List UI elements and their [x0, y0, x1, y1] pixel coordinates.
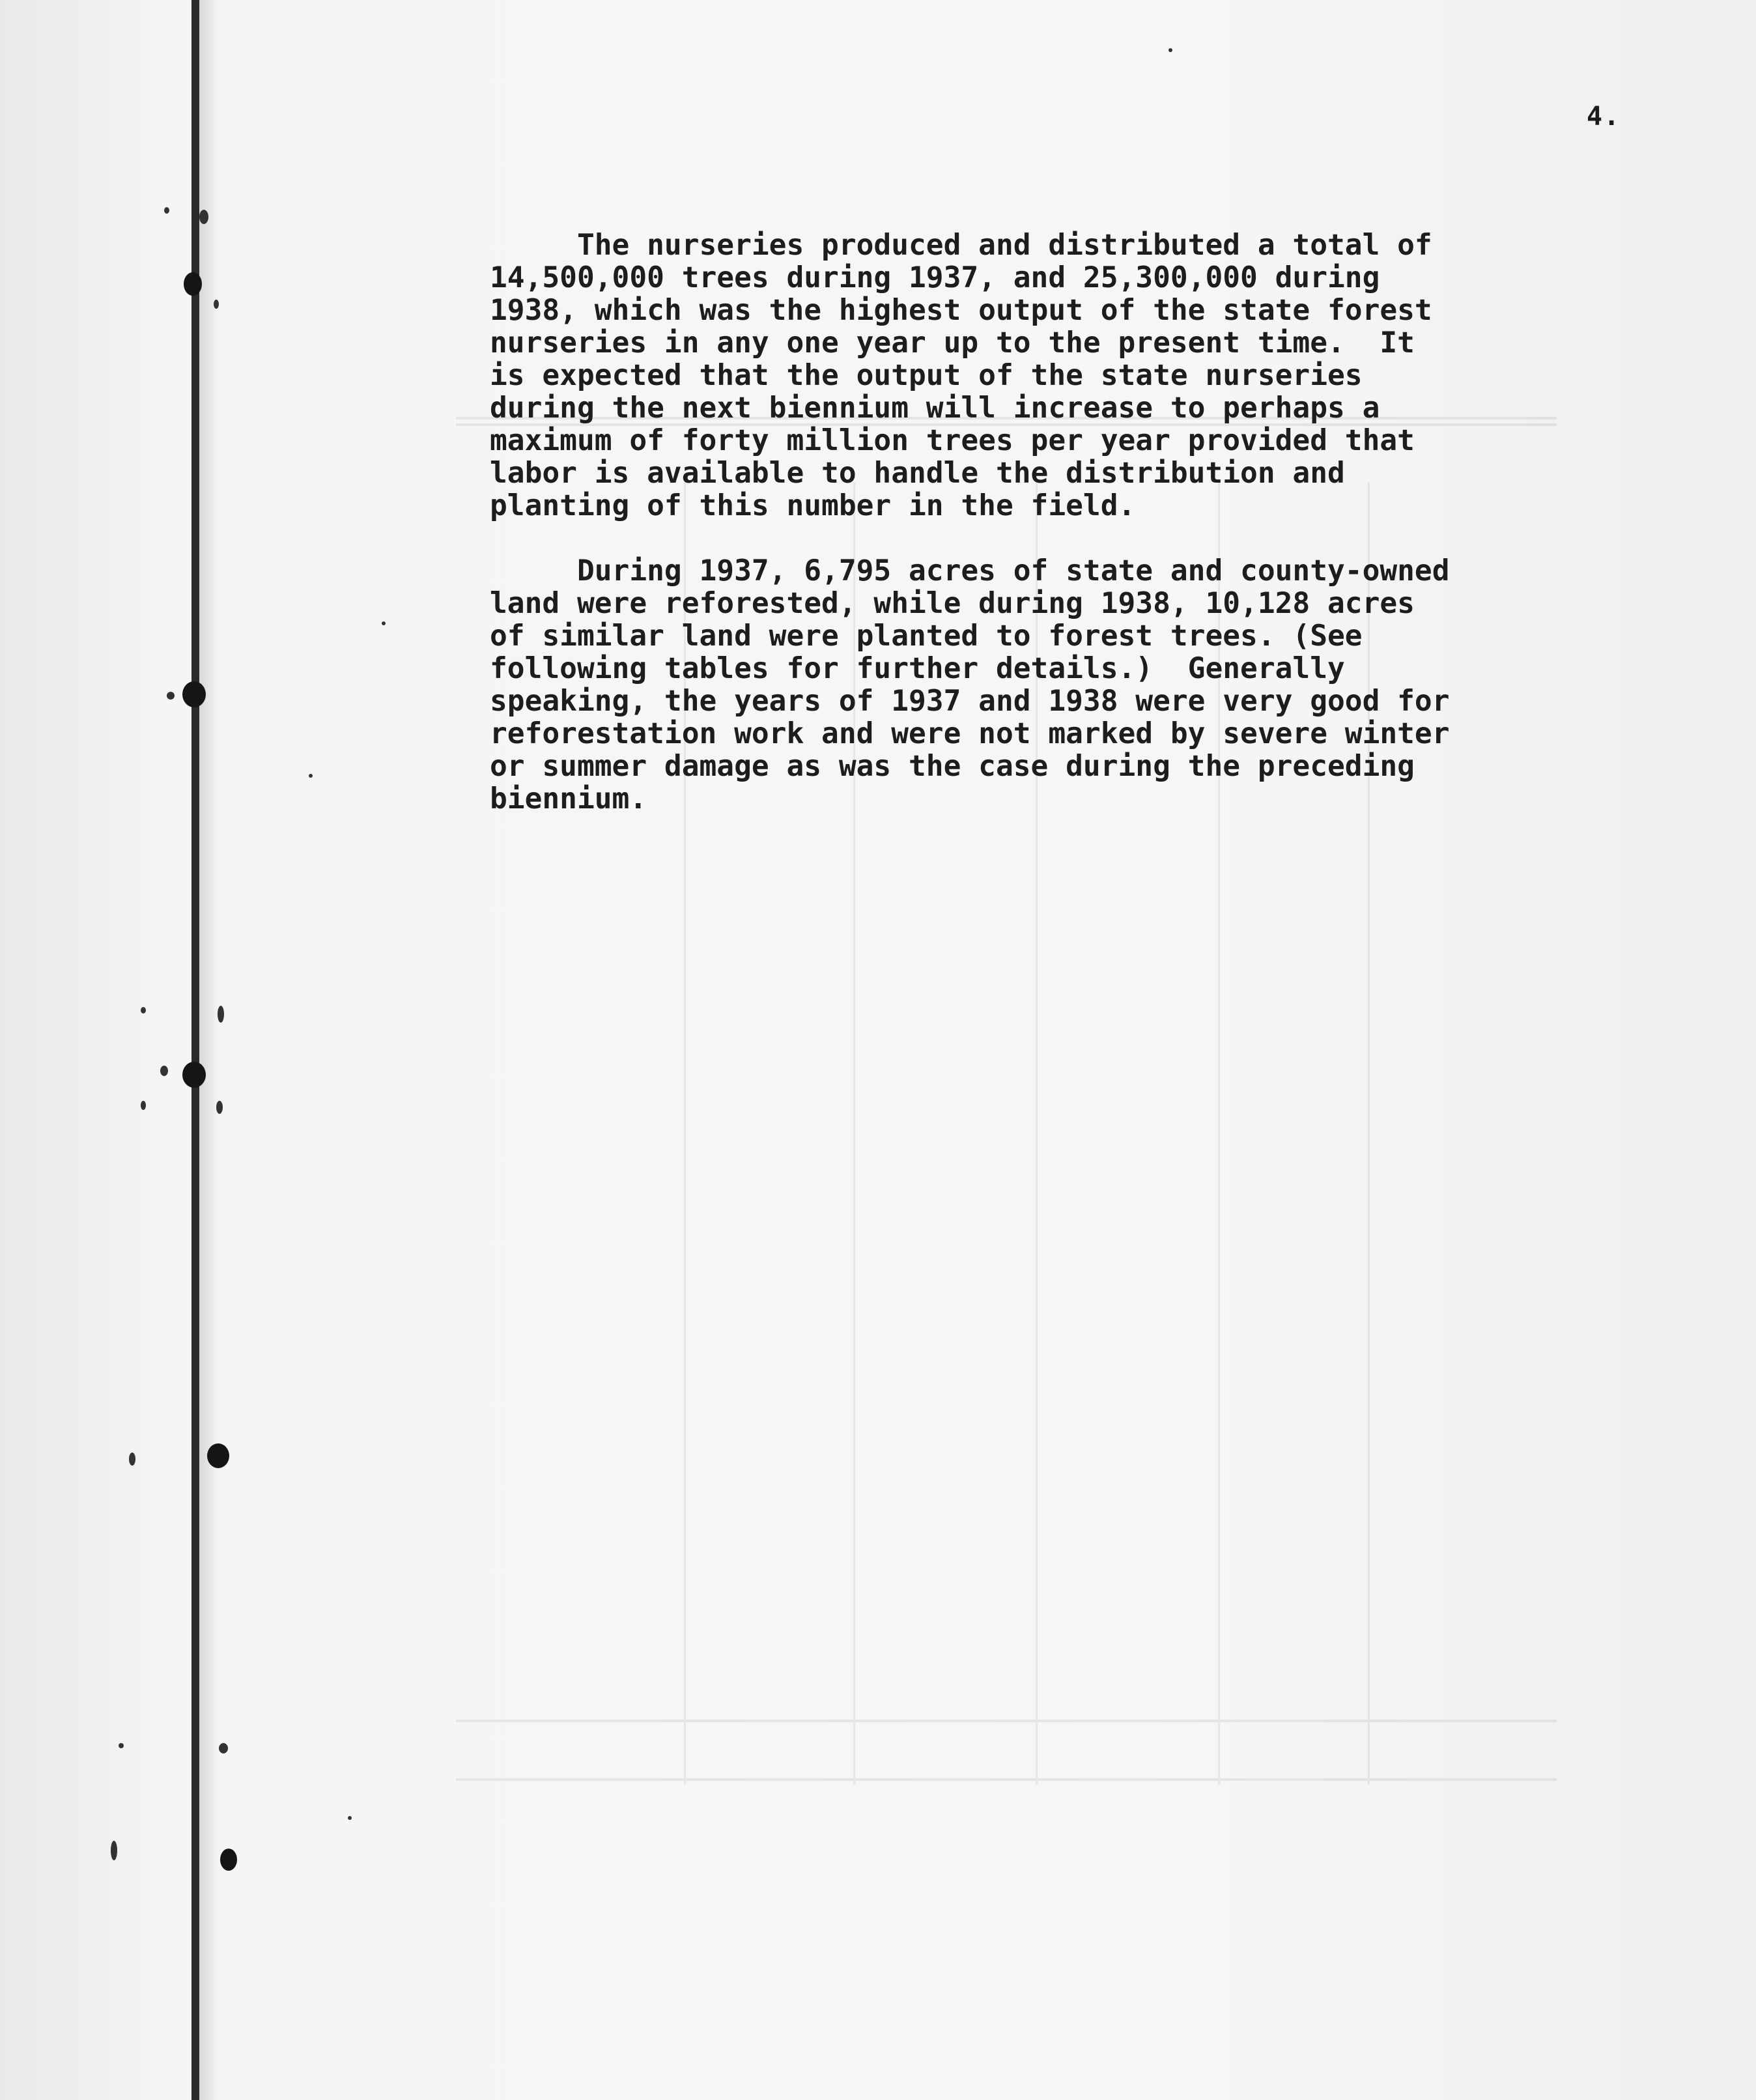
- body-text: [490, 229, 1571, 816]
- paper-speck: [141, 1007, 146, 1014]
- paper-speck: [218, 1006, 224, 1023]
- paper-speck: [167, 692, 175, 700]
- binding-line: [191, 0, 199, 2100]
- paragraph-nurseries: [490, 229, 1571, 522]
- paper-speck: [309, 774, 313, 778]
- paper-speck: [216, 1101, 223, 1114]
- text-line: following tables for further details.) Generally: [490, 652, 1345, 685]
- binding-shadow: [199, 0, 219, 2100]
- text-line: 1938, which was the highest output of the state forest: [490, 294, 1432, 327]
- text-line: 14,500,000 trees during 1937, and 25,300,000 during: [490, 261, 1380, 294]
- text-line: nurseries in any one year up to the present time. It: [490, 326, 1415, 360]
- punch-hole: [182, 1062, 206, 1088]
- paper-speck: [219, 1743, 228, 1753]
- text-line: maximum of forty million trees per year provided that: [490, 424, 1415, 457]
- text-line: planting of this number in the field.: [490, 489, 1136, 522]
- paper-speck: [129, 1453, 135, 1466]
- paper-speck: [1168, 48, 1172, 52]
- text-line: speaking, the years of 1937 and 1938 were very good for: [490, 685, 1450, 718]
- paper-speck: [160, 1066, 168, 1076]
- paper-speck: [164, 207, 169, 214]
- text-line: of similar land were planted to forest trees. (See: [490, 619, 1363, 653]
- paragraph-reforestation: [490, 555, 1571, 816]
- text-line: is expected that the output of the state nurseries: [490, 359, 1363, 392]
- text-line: land were reforested, while during 1938, 10,128 acres: [490, 587, 1415, 620]
- paper-speck: [141, 1101, 146, 1110]
- paper-speck: [199, 210, 208, 224]
- page-number: 4.: [1587, 102, 1621, 132]
- paper-speck: [119, 1743, 124, 1748]
- paper-speck: [348, 1816, 352, 1820]
- punch-hole: [182, 681, 206, 707]
- punch-hole: [184, 272, 202, 296]
- punch-hole: [220, 1849, 237, 1871]
- text-line: during the next biennium will increase to perhaps a: [490, 391, 1380, 425]
- text-line: The nurseries produced and distributed a total of: [490, 229, 1432, 262]
- paper-speck: [214, 300, 219, 309]
- punch-hole: [207, 1443, 229, 1468]
- text-line: biennium.: [490, 782, 647, 816]
- text-line: labor is available to handle the distribution and: [490, 457, 1345, 490]
- text-line: or summer damage as was the case during the preceding: [490, 750, 1415, 783]
- text-line: During 1937, 6,795 acres of state and county-owned: [490, 554, 1450, 588]
- paper-speck: [382, 621, 386, 625]
- text-line: reforestation work and were not marked by severe winter: [490, 717, 1450, 750]
- paper-speck: [111, 1841, 117, 1860]
